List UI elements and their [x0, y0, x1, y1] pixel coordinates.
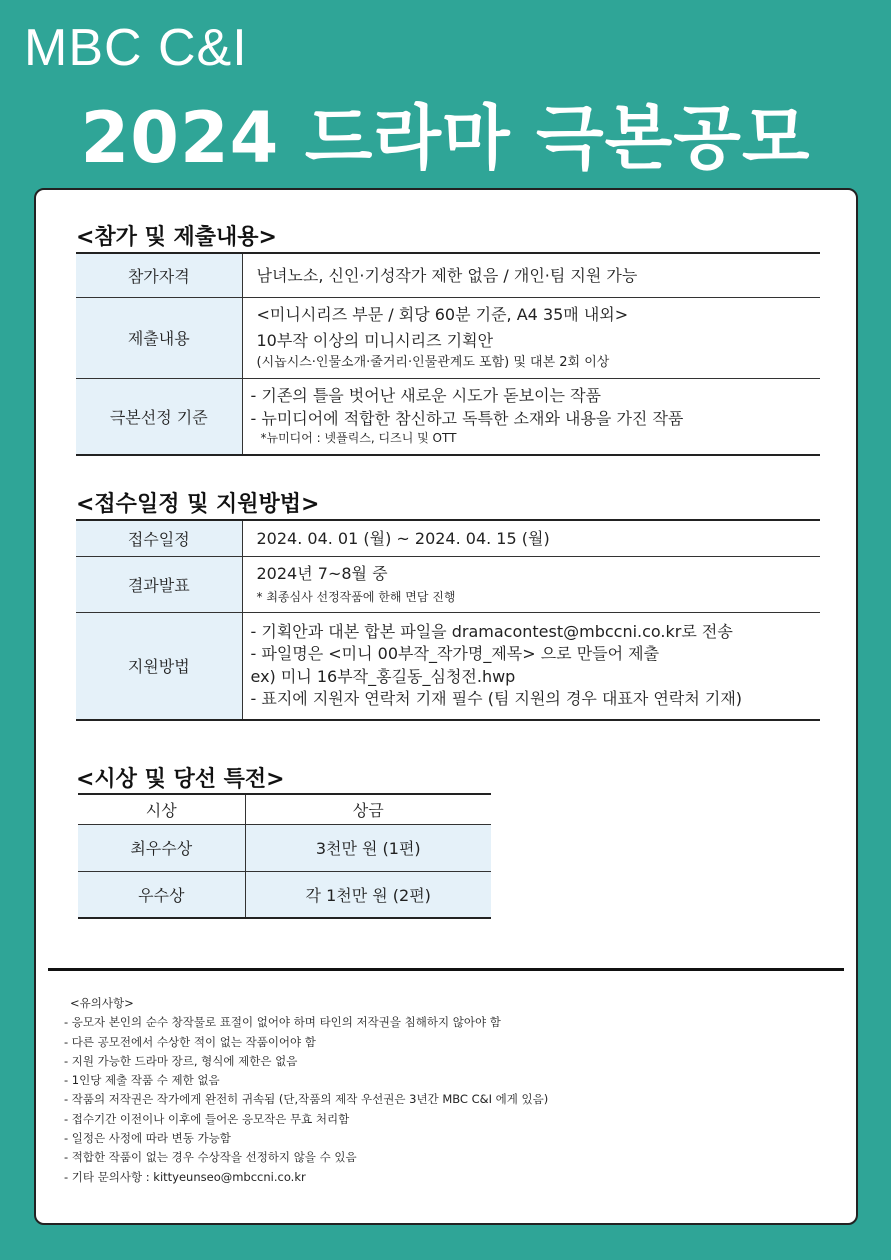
list-item: - 적합한 작품이 없는 경우 수상작을 선정하지 않을 수 있음	[64, 1150, 357, 1165]
table-row	[76, 378, 820, 455]
notes-list	[64, 994, 548, 1187]
list-item: - 1인당 제출 작품 수 제한 없음	[64, 1073, 220, 1088]
list-item: - 응모자 본인의 순수 창작물로 표절이 없어야 하며 타인의 저작권을 침해하지 않아야 함	[64, 1015, 501, 1030]
row-line: * 최종심사 선정작품에 한해 면담 진행	[256, 589, 456, 604]
table-row	[78, 824, 491, 871]
row-line: ex) 미니 16부작_홍길동_심청전.hwp	[250, 666, 516, 686]
row-line: *뉴미디어 : 넷플릭스, 디즈니 및 OTT	[260, 431, 457, 446]
row-label: 제출내용	[76, 297, 242, 378]
list-item: - 지원 가능한 드라마 장르, 형식에 제한은 없음	[64, 1053, 298, 1068]
row-label: 지원방법	[76, 612, 242, 720]
section-title-awards: <시상 및 당선 특전>	[76, 767, 285, 792]
list-item: - 기타 문의사항 : kittyeunseo@mbccni.co.kr	[64, 1169, 306, 1184]
list-item: - 다른 공모전에서 수상한 적이 없는 작품이어야 함	[64, 1034, 316, 1049]
table-row	[76, 520, 820, 556]
section-divider	[48, 968, 844, 971]
page-title: 2024 드라마 극본공모	[80, 97, 811, 179]
row-value	[242, 378, 820, 455]
row-line: 2024년 7~8월 중	[256, 563, 388, 583]
awards-table	[78, 793, 491, 919]
row-line: (시놉시스·인물소개·줄거리·인물관계도 포함) 및 대본 2회 이상	[256, 354, 610, 370]
column-header-award: 시상	[78, 794, 245, 824]
row-line: - 표지에 지원자 연락처 기재 필수 (팀 지원의 경우 대표자 연락처 기재)	[250, 689, 743, 709]
column-header-prize: 상금	[245, 794, 491, 824]
table-header-row	[78, 794, 491, 824]
row-line: - 기존의 틀을 벗어난 새로운 시도가 돋보이는 작품	[250, 386, 601, 406]
list-item: - 접수기간 이전이나 이후에 들어온 응모작은 무효 처리함	[64, 1111, 350, 1126]
row-line: 10부작 이상의 미니시리즈 기획안	[256, 330, 494, 350]
brand-logo: MBC C&I	[24, 19, 248, 77]
award-prize: 각 1천만 원 (2편)	[245, 871, 491, 918]
row-label: 접수일정	[76, 520, 242, 556]
section-title-schedule: <접수일정 및 지원방법>	[76, 492, 320, 517]
table-row	[76, 612, 820, 720]
row-value	[242, 520, 820, 556]
row-line: - 파일명은 <미니 00부작_작가명_제목> 으로 만들어 제출	[250, 644, 660, 664]
row-value	[242, 297, 820, 378]
row-value	[242, 612, 820, 720]
notes-heading: <유의사항>	[70, 996, 134, 1010]
table-row	[76, 556, 820, 612]
row-label: 결과발표	[76, 556, 242, 612]
row-line: - 기획안과 대본 합본 파일을 dramacontest@mbccni.co.kr로 전송	[250, 621, 733, 641]
row-value	[242, 556, 820, 612]
table-row	[76, 297, 820, 378]
row-label: 극본선정 기준	[76, 378, 242, 455]
table-row	[78, 871, 491, 918]
section-title-participation: <참가 및 제출내용>	[76, 225, 277, 250]
list-item: - 작품의 저작권은 작가에게 완전히 귀속됨 (단,작품의 제작 우선권은 3년간 MBC C&I 에게 있음)	[64, 1092, 549, 1107]
table-row	[76, 253, 820, 297]
row-value	[242, 253, 820, 297]
schedule-table	[76, 519, 820, 721]
list-item: - 일정은 사정에 따라 변동 가능함	[64, 1131, 231, 1146]
row-line: <미니시리즈 부문 / 회당 60분 기준, A4 35매 내외>	[256, 304, 629, 324]
row-line: - 뉴미디어에 적합한 참신하고 독특한 소재와 내용을 가진 작품	[250, 408, 684, 428]
row-line: 2024. 04. 01 (월) ~ 2024. 04. 15 (월)	[256, 528, 550, 548]
row-line: 남녀노소, 신인·기성작가 제한 없음 / 개인·팀 지원 가능	[256, 265, 638, 285]
content-card	[34, 188, 858, 1225]
row-label: 참가자격	[76, 253, 242, 297]
award-prize: 3천만 원 (1편)	[245, 824, 491, 871]
award-name: 최우수상	[78, 824, 245, 871]
participation-table	[76, 252, 820, 456]
award-name: 우수상	[78, 871, 245, 918]
